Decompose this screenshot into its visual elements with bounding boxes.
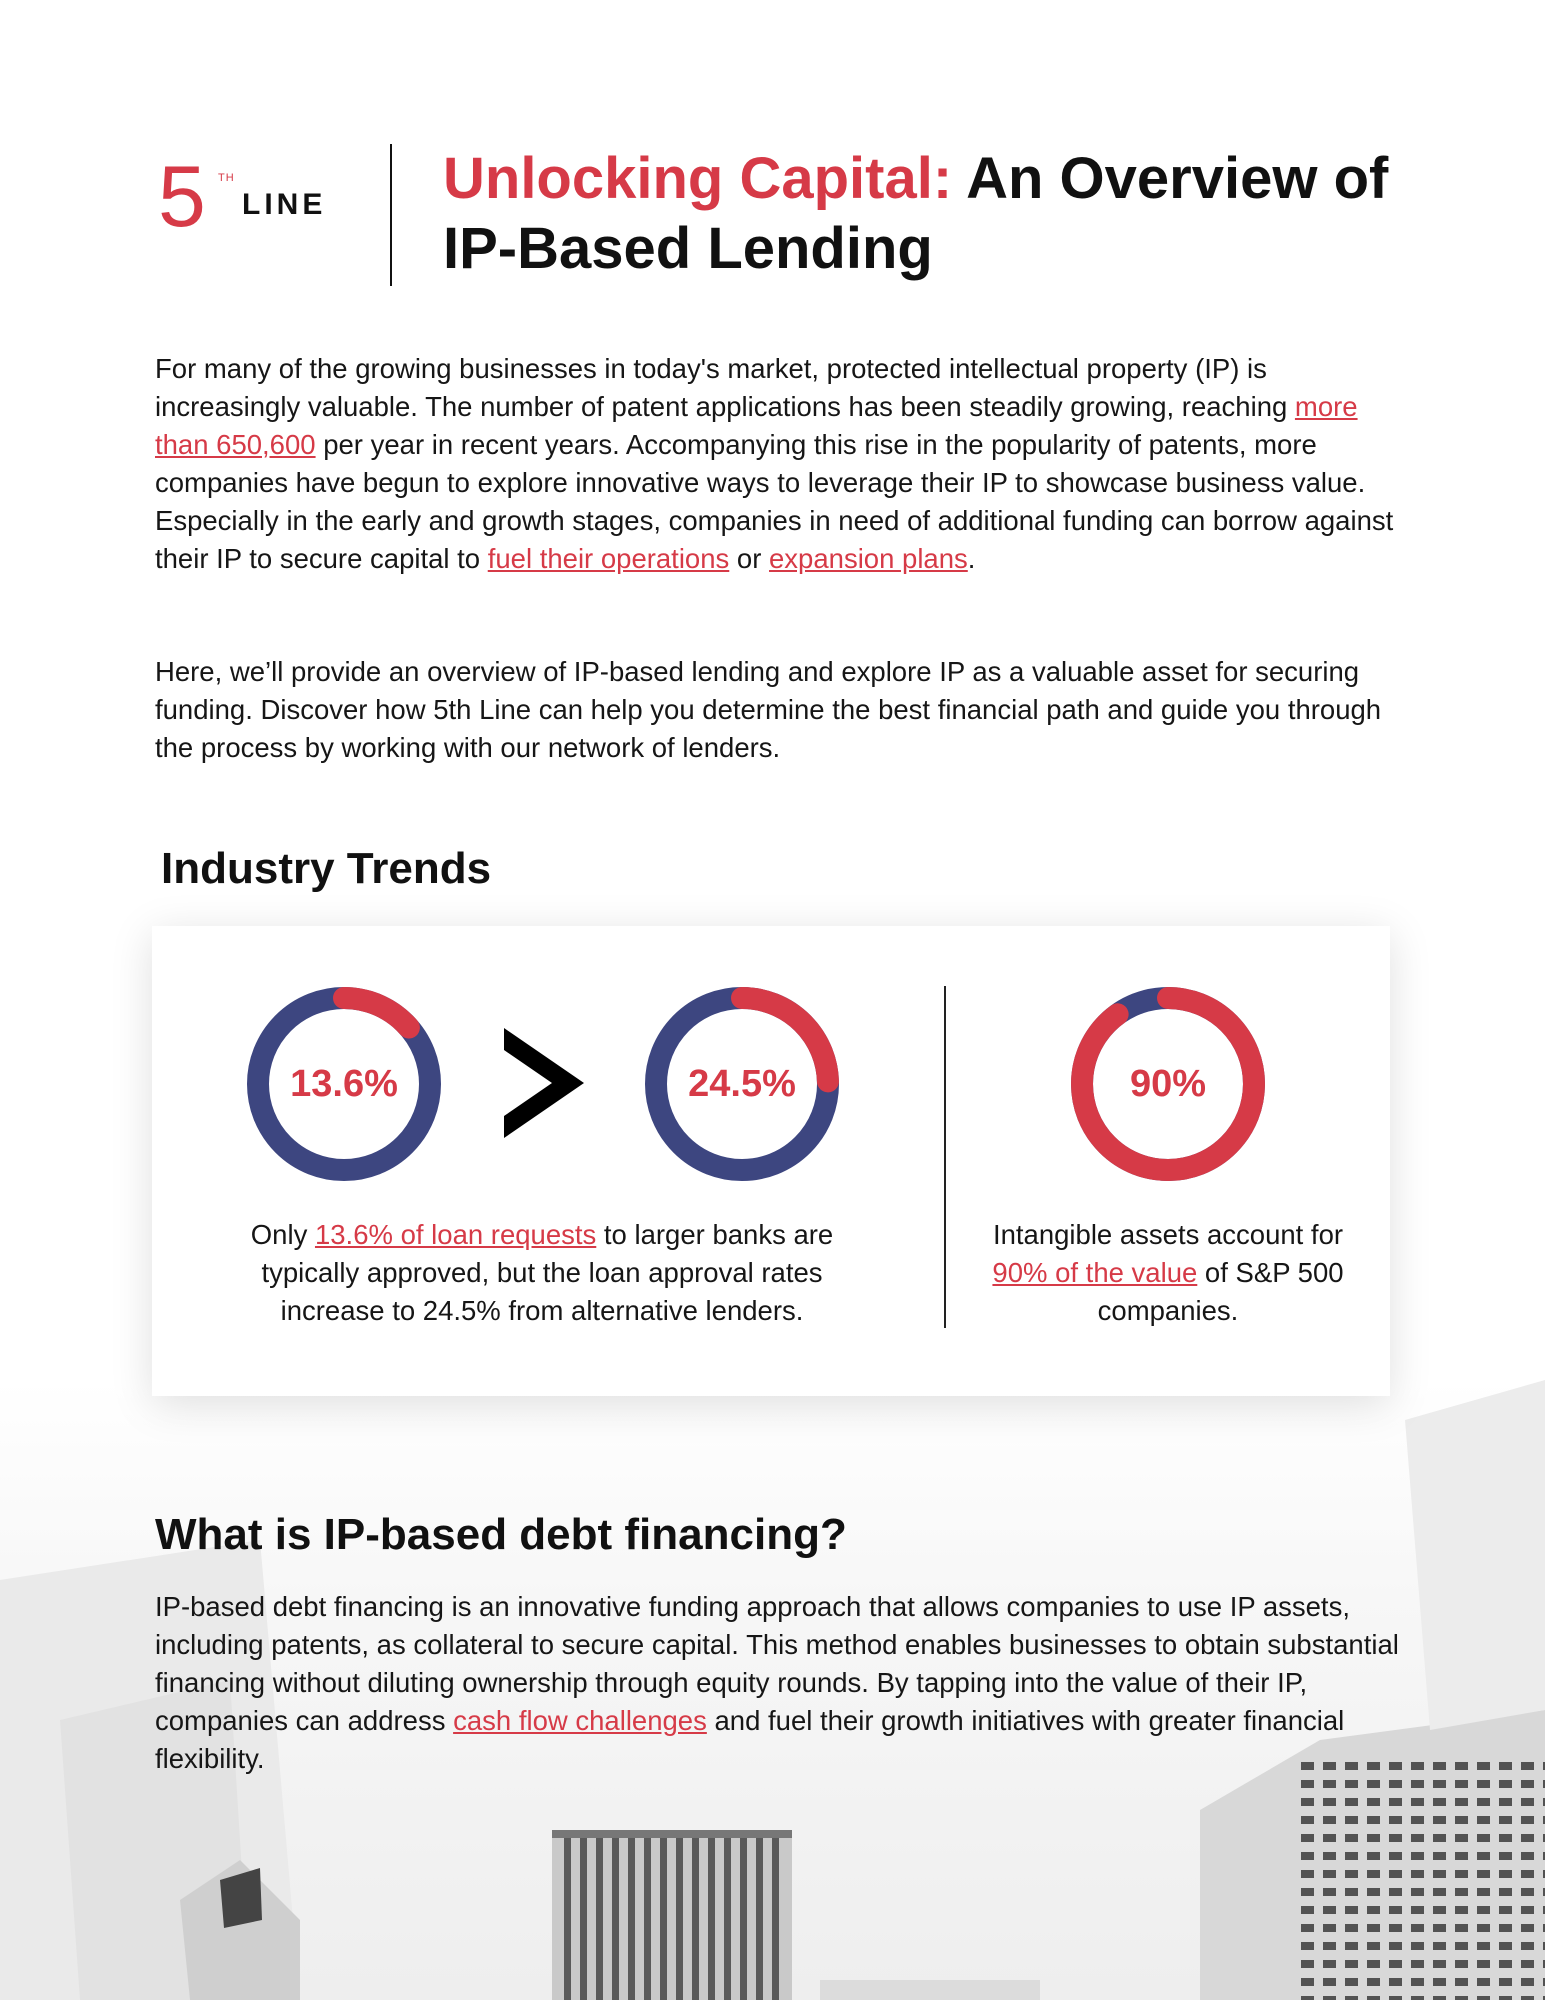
caption-text: Intangible assets account for [992,1219,1344,1250]
financing-text: IP-based debt financing is an innovative funding approach that allows companies to use IP assets, including patents, as collateral to secure capital. This method enables businesses to obtain substantial financing without diluting ownership through equity rounds. By tapping into the value of their IP, companies can address [155,1591,1399,1736]
intro-text: For many of the growing businesses in today's market, protected intellectual property (IP) is increasingly valuable. The number of patent applications has been steadily growing, reaching [155,353,1295,422]
intro-text: . [967,543,976,574]
value-link[interactable]: 90% of the value [992,1257,1198,1288]
header-divider [390,144,392,286]
logo-word: LINE [242,188,327,221]
patent-applications-link[interactable]: more than 650,600 [155,391,1358,460]
stat-donut-1 [244,984,444,1184]
financing-text: and fuel their growth initiatives with greater financial flexibility. [155,1705,1345,1774]
intro-paragraph-2: Here, we’ll provide an overview of IP-based lending and explore IP as a valuable asset for securing funding. Discover how 5th Line can help you determine the best financial path and guide you through the process by working with our network of lenders. [155,656,1382,763]
industry-trends-card [152,926,1390,1396]
title-rest: An Overview of IP-Based Lending [443,146,1389,281]
stat-value: 24.5% [688,1062,796,1105]
caption-text: of S&P 500 companies. [1097,1257,1344,1326]
ip-financing-paragraph [155,1588,1400,1778]
greater-than-icon [504,1028,584,1138]
intro-paragraph-1 [155,350,1400,578]
logo-superscript: TH [218,172,235,184]
intro-text: per year in recent years. Accompanying this rise in the popularity of patents, more companies have begun to explore innovative ways to leverage their IP to showcase business value. Especially in the early and growth stages, companies in need of additional funding can borrow against their IP to secure capital to [155,429,1394,574]
stat-value: 13.6% [290,1062,398,1105]
loan-requests-link[interactable]: 13.6% of loan requests [314,1219,597,1250]
stat-caption-intangibles [992,1216,1344,1330]
stat-donut-2 [642,984,842,1184]
caption-text: Only [250,1219,315,1250]
cash-flow-link[interactable]: cash flow challenges [453,1705,707,1736]
page-title [443,144,1443,284]
stat-value: 90% [1129,1062,1207,1105]
logo-number: 5 [158,149,206,245]
caption-text: to larger banks are typically approved, but the loan approval rates increase to 24.5% from alternative lenders. [261,1219,834,1326]
title-accent: Unlocking Capital: [443,146,953,211]
industry-trends-heading: Industry Trends [161,844,492,893]
fuel-operations-link[interactable]: fuel their operations [487,543,730,574]
stat-caption-loans [222,1216,862,1330]
brand-logo [158,149,348,258]
expansion-plans-link[interactable]: expansion plans [769,543,968,574]
ip-financing-heading: What is IP-based debt financing? [155,1510,847,1559]
card-divider [944,986,946,1328]
intro-text: or [729,543,770,574]
stat-donut-3 [1068,984,1268,1184]
